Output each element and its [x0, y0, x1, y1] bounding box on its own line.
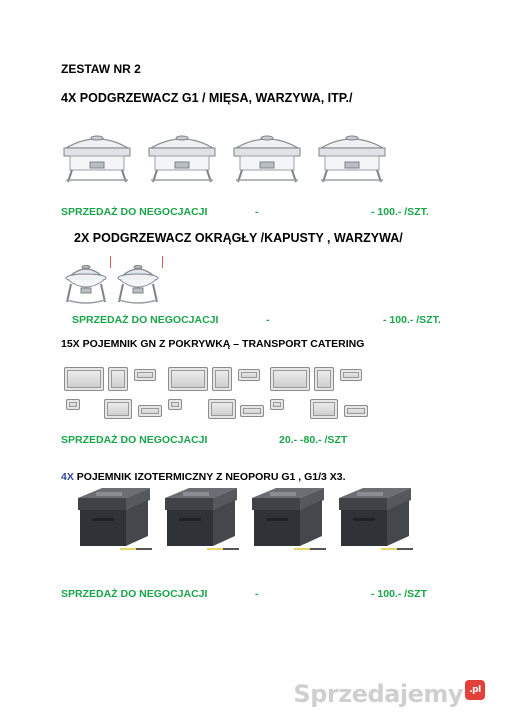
gastronorm-pan-icon [66, 399, 80, 410]
item-1-gallery [60, 128, 400, 184]
rectangular-chafing-dish-icon [230, 128, 304, 184]
gastronorm-pan-icon [238, 369, 260, 381]
item-2-dash: - [266, 314, 270, 326]
rectangular-chafing-dish-icon [315, 128, 389, 184]
item-2-sale-label: SPRZEDAŻ DO NEGOCJACJI [72, 314, 219, 326]
gastronorm-pan-icon [344, 405, 368, 417]
watermark-logo [293, 680, 485, 708]
watermark-badge: .pl [465, 680, 485, 700]
item-3-title: 15X POJEMNIK GN Z POKRYWKĄ – TRANSPORT CATERING [61, 338, 365, 350]
gastronorm-pan-icon [64, 367, 104, 391]
watermark-text: Sprzedajemy [293, 680, 463, 708]
item-4-sale-label: SPRZEDAŻ DO NEGOCJACJI [61, 588, 208, 600]
item-2-price: - 100.- /SZT. [383, 314, 441, 326]
gastronorm-pan-icon [340, 369, 362, 381]
gastronorm-pan-icon [212, 367, 232, 391]
item-3-gallery [62, 365, 374, 421]
gastronorm-pan-icon [168, 399, 182, 410]
item-4-dash: - [255, 588, 259, 600]
gastronorm-pan-icon [138, 405, 162, 417]
rectangular-chafing-dish-icon [145, 128, 219, 184]
gastronorm-pan-icon [134, 369, 156, 381]
gastronorm-pan-icon [104, 399, 132, 419]
item-1-title: 4X PODGRZEWACZ G1 / MIĘSA, WARZYWA, ITP./ [61, 91, 353, 105]
item-4-title-text: POJEMNIK IZOTERMICZNY Z NEOPORU G1 , G1/3 X3. [73, 471, 346, 483]
rectangular-chafing-dish-icon [60, 128, 134, 184]
item-3-price: 20.- -80.- /SZT [279, 434, 348, 446]
item-2-gallery [62, 260, 166, 304]
item-4-gallery [74, 484, 422, 556]
gastronorm-pan-icon [168, 367, 208, 391]
gastronorm-pan-icon [108, 367, 128, 391]
gastronorm-pan-icon [240, 405, 264, 417]
item-1-price: - 100.- /SZT. [371, 206, 429, 218]
insulated-box-icon [74, 484, 154, 556]
item-2-title: 2X PODGRZEWACZ OKRĄGŁY /KAPUSTY , WARZYWA/ [74, 231, 403, 245]
insulated-box-icon [335, 484, 415, 556]
round-chafing-dish-icon [62, 260, 110, 304]
insulated-box-icon [248, 484, 328, 556]
item-4-title [61, 471, 346, 483]
gastronorm-pan-icon [270, 399, 284, 410]
item-4-price: - 100.- /SZT [371, 588, 428, 600]
gastronorm-pan-icon [314, 367, 334, 391]
item-1-dash: - [255, 206, 259, 218]
insulated-box-icon [161, 484, 241, 556]
item-4-quantity: 4X [61, 471, 74, 483]
item-3-sale-label: SPRZEDAŻ DO NEGOCJACJI [61, 434, 208, 446]
round-chafing-dish-icon [114, 260, 162, 304]
gastronorm-pan-icon [270, 367, 310, 391]
set-title: ZESTAW NR 2 [61, 62, 141, 76]
gastronorm-pan-icon [310, 399, 338, 419]
gastronorm-pan-icon [208, 399, 236, 419]
item-1-sale-label: SPRZEDAŻ DO NEGOCJACJI [61, 206, 208, 218]
